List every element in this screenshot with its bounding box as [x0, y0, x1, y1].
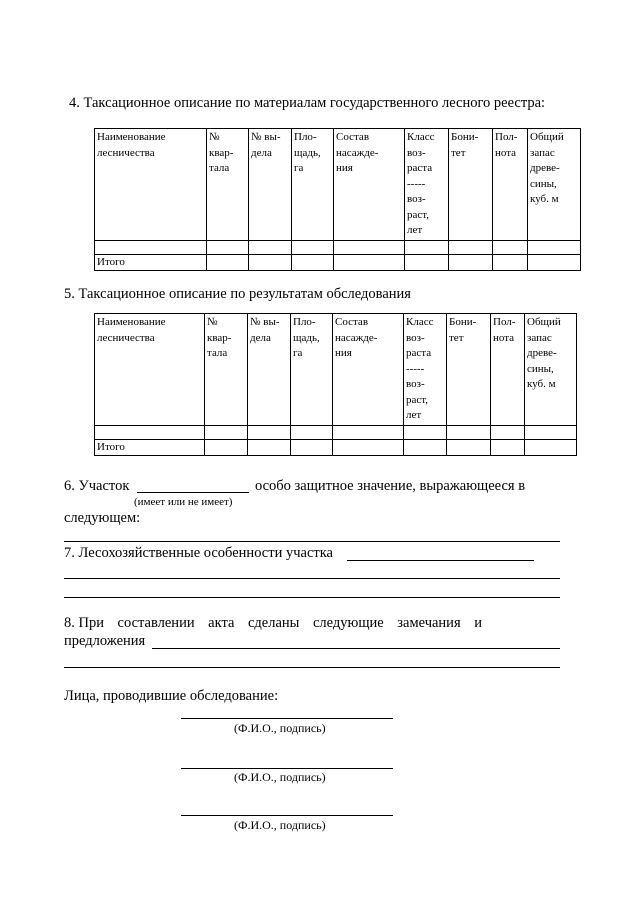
table-cell[interactable] [493, 254, 528, 271]
section-8-word: 8. При [64, 615, 104, 631]
signature-caption-2: (Ф.И.О., подпись) [234, 770, 326, 784]
total-label: Итого [95, 254, 207, 271]
table-cell[interactable] [525, 439, 577, 456]
section-8-line2: предложения [64, 633, 146, 649]
col-stock: Общий запас древе- сины, куб. м [528, 129, 581, 241]
table-cell[interactable] [491, 439, 525, 456]
table-cell[interactable] [207, 240, 249, 254]
section-7-answer-line-2[interactable] [64, 597, 560, 598]
signature-line-2[interactable] [181, 768, 393, 769]
table-cell[interactable] [248, 439, 291, 456]
col-quarter: № квар- тала [207, 129, 249, 241]
col-forestry: Наименование лесничества [95, 314, 205, 426]
col-area: Пло- щадь, га [292, 129, 334, 241]
section-6-suffix: особо защитное значение, выражающееся в [255, 478, 526, 494]
table-cell[interactable] [528, 254, 581, 271]
table-cell[interactable] [207, 254, 249, 271]
table-cell[interactable] [334, 254, 405, 271]
col-forestry: Наименование лесничества [95, 129, 207, 241]
section-8-word: и [474, 615, 482, 631]
table-cell[interactable] [405, 240, 449, 254]
table-cell[interactable] [447, 425, 491, 439]
section-8-answer-line[interactable] [64, 667, 560, 668]
section-8-word: акта [208, 615, 235, 631]
col-composition: Состав насажде- ния [333, 314, 404, 426]
section-4-table [94, 128, 581, 271]
total-row [95, 439, 577, 456]
signature-caption-3: (Ф.И.О., подпись) [234, 818, 326, 832]
section-6-prefix: 6. Участок [64, 478, 130, 494]
section-8-line1 [64, 615, 482, 632]
section-4-heading: 4. Таксационное описание по материалам государственного лесного реестра: [69, 95, 546, 111]
table-cell[interactable] [249, 254, 292, 271]
col-quarter: № квар- тала [205, 314, 248, 426]
col-density: Пол- нота [491, 314, 525, 426]
signatures-heading: Лица, проводившие обследование: [64, 688, 279, 704]
table-cell[interactable] [404, 425, 447, 439]
signature-line-1[interactable] [181, 718, 393, 719]
total-label: Итого [95, 439, 205, 456]
total-row [95, 254, 581, 271]
table-cell[interactable] [528, 240, 581, 254]
col-plot: № вы- дела [249, 129, 292, 241]
col-composition: Состав насажде- ния [334, 129, 405, 241]
table-cell[interactable] [449, 254, 493, 271]
table-cell[interactable] [449, 240, 493, 254]
section-7-blank-field[interactable] [347, 560, 534, 561]
table-cell[interactable] [292, 254, 334, 271]
section-6-hint: (имеет или не имеет) [134, 496, 233, 508]
section-8-word: замечания [397, 615, 461, 631]
col-bonitet: Бони- тет [447, 314, 491, 426]
table-cell[interactable] [95, 425, 205, 439]
table-cell[interactable] [334, 240, 405, 254]
section-6-answer-line[interactable] [64, 541, 560, 542]
section-6-blank-field[interactable] [137, 492, 249, 493]
table-cell[interactable] [248, 425, 291, 439]
signature-caption-1: (Ф.И.О., подпись) [234, 721, 326, 735]
col-age-class: Класс воз- раста ----- воз- раст, лет [404, 314, 447, 426]
table-cell[interactable] [291, 425, 333, 439]
table-cell[interactable] [404, 439, 447, 456]
col-density: Пол- нота [493, 129, 528, 241]
table-cell[interactable] [205, 439, 248, 456]
col-area: Пло- щадь, га [291, 314, 333, 426]
section-5-heading: 5. Таксационное описание по результатам обследования [64, 286, 411, 302]
section-6-line2: следующем: [64, 510, 141, 526]
col-stock: Общий запас древе- сины, куб. м [525, 314, 577, 426]
col-age-class: Класс воз- раста ----- воз- раст, лет [405, 129, 449, 241]
table-cell[interactable] [525, 425, 577, 439]
table-row [95, 425, 577, 439]
table-cell[interactable] [405, 254, 449, 271]
section-7-answer-line-1[interactable] [64, 578, 560, 579]
section-8-word: сделаны [247, 615, 300, 631]
table-cell[interactable] [291, 439, 333, 456]
table-cell[interactable] [333, 439, 404, 456]
section-5-table [94, 313, 577, 456]
table-cell[interactable] [205, 425, 248, 439]
table-cell[interactable] [333, 425, 404, 439]
section-8-blank-field[interactable] [152, 648, 560, 649]
table-cell[interactable] [249, 240, 292, 254]
table-cell[interactable] [95, 240, 207, 254]
col-bonitet: Бони- тет [449, 129, 493, 241]
table-cell[interactable] [491, 425, 525, 439]
section-7-text: 7. Лесохозяйственные особенности участка [64, 545, 333, 561]
table-cell[interactable] [493, 240, 528, 254]
table-row [95, 240, 581, 254]
section-8-word: составлении [117, 615, 195, 631]
table-cell[interactable] [292, 240, 334, 254]
signature-line-3[interactable] [181, 815, 393, 816]
section-8-word: следующие [312, 615, 384, 631]
table-cell[interactable] [447, 439, 491, 456]
col-plot: № вы- дела [248, 314, 291, 426]
